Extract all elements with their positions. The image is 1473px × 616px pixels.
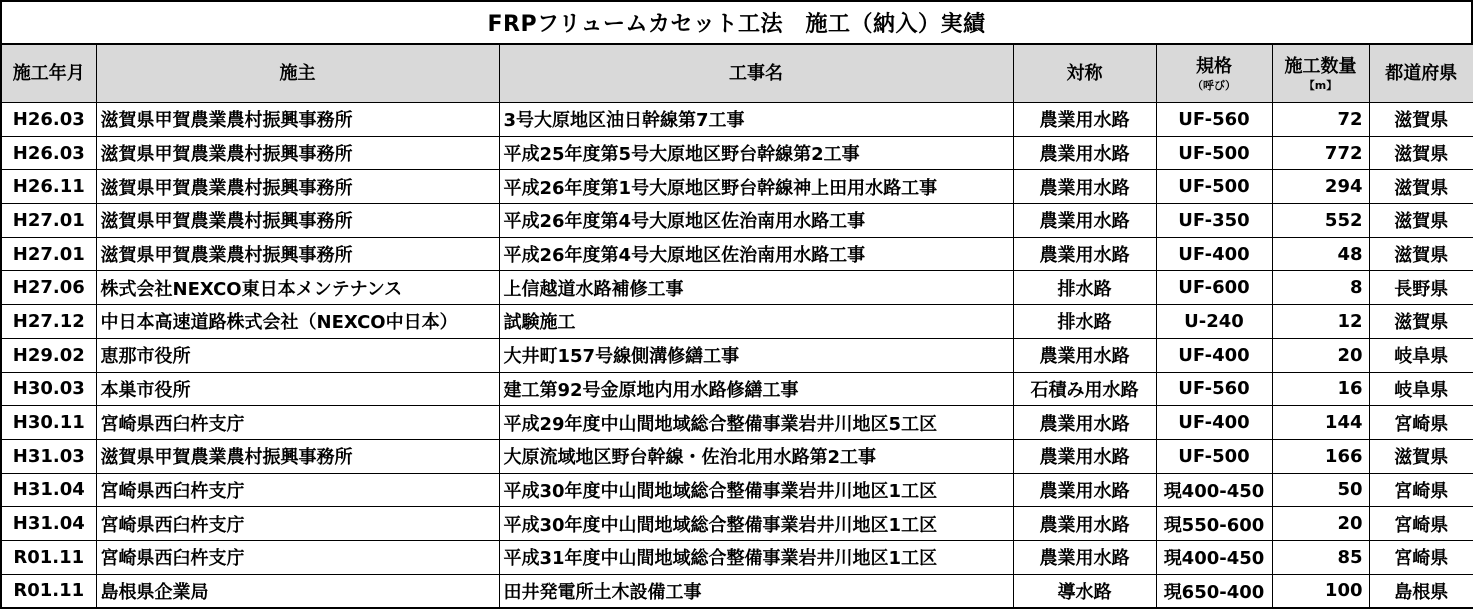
table-row [1, 136, 1473, 170]
cell-prefecture: 滋賀県 [1369, 439, 1473, 473]
cell-project: 平成26年度第4号大原地区佐治南用水路工事 [499, 237, 1013, 271]
cell-prefecture: 宮崎県 [1369, 473, 1473, 507]
cell-spec: 現650-400 [1156, 574, 1272, 608]
cell-quantity: 144 [1272, 406, 1369, 440]
cell-quantity: 20 [1272, 338, 1369, 372]
cell-prefecture: 宮崎県 [1369, 507, 1473, 541]
cell-spec: UF-400 [1156, 338, 1272, 372]
cell-project: 平成26年度第4号大原地区佐治南用水路工事 [499, 204, 1013, 238]
table-row [1, 237, 1473, 271]
cell-quantity: 552 [1272, 204, 1369, 238]
cell-prefecture: 滋賀県 [1369, 170, 1473, 204]
cell-client: 滋賀県甲賀農業農村振興事務所 [96, 136, 499, 170]
table-row [1, 406, 1473, 440]
header-client: 施主 [96, 45, 499, 103]
cell-target: 導水路 [1013, 574, 1156, 608]
cell-quantity: 294 [1272, 170, 1369, 204]
cell-prefecture: 宮崎県 [1369, 406, 1473, 440]
cell-prefecture: 滋賀県 [1369, 305, 1473, 339]
cell-quantity: 72 [1272, 103, 1369, 137]
cell-client: 宮崎県西臼杵支庁 [96, 473, 499, 507]
cell-date: H27.06 [1, 271, 96, 305]
cell-prefecture: 滋賀県 [1369, 103, 1473, 137]
cell-spec: UF-400 [1156, 237, 1272, 271]
table-row [1, 204, 1473, 238]
cell-quantity: 16 [1272, 372, 1369, 406]
cell-client: 中日本高速道路株式会社（NEXCO中日本） [96, 305, 499, 339]
cell-project: 平成26年度第1号大原地区野台幹線神上田用水路工事 [499, 170, 1013, 204]
cell-prefecture: 滋賀県 [1369, 204, 1473, 238]
header-spec-sub: （呼び） [1192, 78, 1236, 92]
cell-spec: UF-500 [1156, 439, 1272, 473]
cell-project: 平成31年度中山間地域総合整備事業岩井川地区1工区 [499, 540, 1013, 574]
cell-prefecture: 滋賀県 [1369, 237, 1473, 271]
cell-target: 農業用水路 [1013, 170, 1156, 204]
table-row [1, 271, 1473, 305]
cell-project: 平成29年度中山間地域総合整備事業岩井川地区5工区 [499, 406, 1013, 440]
header-spec [1156, 45, 1272, 103]
cell-project: 田井発電所土木設備工事 [499, 574, 1013, 608]
cell-date: H26.03 [1, 136, 96, 170]
cell-prefecture: 岐阜県 [1369, 338, 1473, 372]
cell-target: 農業用水路 [1013, 338, 1156, 372]
cell-spec: UF-400 [1156, 406, 1272, 440]
cell-date: R01.11 [1, 574, 96, 608]
header-quantity-unit: 【m】 [1303, 78, 1338, 92]
header-quantity-label: 施工数量 [1284, 55, 1357, 77]
cell-client: 滋賀県甲賀農業農村振興事務所 [96, 103, 499, 137]
cell-spec: 現400-450 [1156, 473, 1272, 507]
cell-project: 平成30年度中山間地域総合整備事業岩井川地区1工区 [499, 473, 1013, 507]
results-table [0, 44, 1473, 609]
cell-target: 農業用水路 [1013, 540, 1156, 574]
cell-target: 排水路 [1013, 271, 1156, 305]
cell-prefecture: 岐阜県 [1369, 372, 1473, 406]
cell-target: 農業用水路 [1013, 473, 1156, 507]
table-row [1, 473, 1473, 507]
cell-target: 農業用水路 [1013, 136, 1156, 170]
cell-prefecture: 島根県 [1369, 574, 1473, 608]
cell-quantity: 166 [1272, 439, 1369, 473]
cell-spec: 現550-600 [1156, 507, 1272, 541]
cell-quantity: 8 [1272, 271, 1369, 305]
cell-date: H30.11 [1, 406, 96, 440]
cell-client: 滋賀県甲賀農業農村振興事務所 [96, 237, 499, 271]
header-project: 工事名 [499, 45, 1013, 103]
cell-project: 建工第92号金原地内用水路修繕工事 [499, 372, 1013, 406]
cell-date: H29.02 [1, 338, 96, 372]
table-row [1, 574, 1473, 608]
table-row [1, 540, 1473, 574]
cell-client: 滋賀県甲賀農業農村振興事務所 [96, 204, 499, 238]
header-row [1, 45, 1473, 103]
cell-date: H26.03 [1, 103, 96, 137]
table-row [1, 338, 1473, 372]
table-row [1, 305, 1473, 339]
sheet-title: FRPフリュームカセット工法 施工（納入）実績 [0, 0, 1473, 44]
cell-spec: UF-500 [1156, 170, 1272, 204]
cell-date: H27.12 [1, 305, 96, 339]
cell-quantity: 12 [1272, 305, 1369, 339]
cell-target: 農業用水路 [1013, 507, 1156, 541]
cell-spec: UF-560 [1156, 372, 1272, 406]
cell-target: 農業用水路 [1013, 237, 1156, 271]
cell-date: H31.04 [1, 507, 96, 541]
header-target: 対称 [1013, 45, 1156, 103]
cell-quantity: 48 [1272, 237, 1369, 271]
cell-spec: UF-600 [1156, 271, 1272, 305]
cell-target: 農業用水路 [1013, 204, 1156, 238]
cell-quantity: 772 [1272, 136, 1369, 170]
cell-project: 平成25年度第5号大原地区野台幹線第2工事 [499, 136, 1013, 170]
cell-quantity: 50 [1272, 473, 1369, 507]
cell-quantity: 100 [1272, 574, 1369, 608]
cell-date: H31.04 [1, 473, 96, 507]
cell-client: 宮崎県西臼杵支庁 [96, 406, 499, 440]
cell-date: R01.11 [1, 540, 96, 574]
cell-date: H30.03 [1, 372, 96, 406]
cell-spec: 現400-450 [1156, 540, 1272, 574]
cell-client: 株式会社NEXCO東日本メンテナンス [96, 271, 499, 305]
cell-client: 島根県企業局 [96, 574, 499, 608]
header-year-month: 施工年月 [1, 45, 96, 103]
cell-date: H31.03 [1, 439, 96, 473]
table-body [1, 103, 1473, 608]
header-prefecture: 都道府県 [1369, 45, 1473, 103]
table-row [1, 103, 1473, 137]
cell-project: 上信越道水路補修工事 [499, 271, 1013, 305]
cell-target: 石積み用水路 [1013, 372, 1156, 406]
table-row [1, 439, 1473, 473]
cell-spec: UF-500 [1156, 136, 1272, 170]
cell-target: 農業用水路 [1013, 406, 1156, 440]
cell-prefecture: 宮崎県 [1369, 540, 1473, 574]
table-row [1, 170, 1473, 204]
cell-project: 大原流域地区野台幹線・佐治北用水路第2工事 [499, 439, 1013, 473]
cell-client: 宮崎県西臼杵支庁 [96, 507, 499, 541]
cell-client: 滋賀県甲賀農業農村振興事務所 [96, 170, 499, 204]
cell-project: 大井町157号線側溝修繕工事 [499, 338, 1013, 372]
cell-target: 農業用水路 [1013, 103, 1156, 137]
cell-prefecture: 滋賀県 [1369, 136, 1473, 170]
cell-project: 試験施工 [499, 305, 1013, 339]
cell-date: H27.01 [1, 237, 96, 271]
cell-quantity: 20 [1272, 507, 1369, 541]
cell-prefecture: 長野県 [1369, 271, 1473, 305]
cell-date: H27.01 [1, 204, 96, 238]
header-spec-label: 規格 [1196, 55, 1232, 77]
cell-spec: UF-560 [1156, 103, 1272, 137]
header-quantity [1272, 45, 1369, 103]
table-row [1, 372, 1473, 406]
cell-client: 本巣市役所 [96, 372, 499, 406]
cell-quantity: 85 [1272, 540, 1369, 574]
cell-project: 平成30年度中山間地域総合整備事業岩井川地区1工区 [499, 507, 1013, 541]
cell-client: 滋賀県甲賀農業農村振興事務所 [96, 439, 499, 473]
cell-client: 恵那市役所 [96, 338, 499, 372]
cell-target: 農業用水路 [1013, 439, 1156, 473]
cell-spec: U-240 [1156, 305, 1272, 339]
cell-date: H26.11 [1, 170, 96, 204]
cell-client: 宮崎県西臼杵支庁 [96, 540, 499, 574]
cell-target: 排水路 [1013, 305, 1156, 339]
cell-project: 3号大原地区油日幹線第7工事 [499, 103, 1013, 137]
cell-spec: UF-350 [1156, 204, 1272, 238]
table-row [1, 507, 1473, 541]
